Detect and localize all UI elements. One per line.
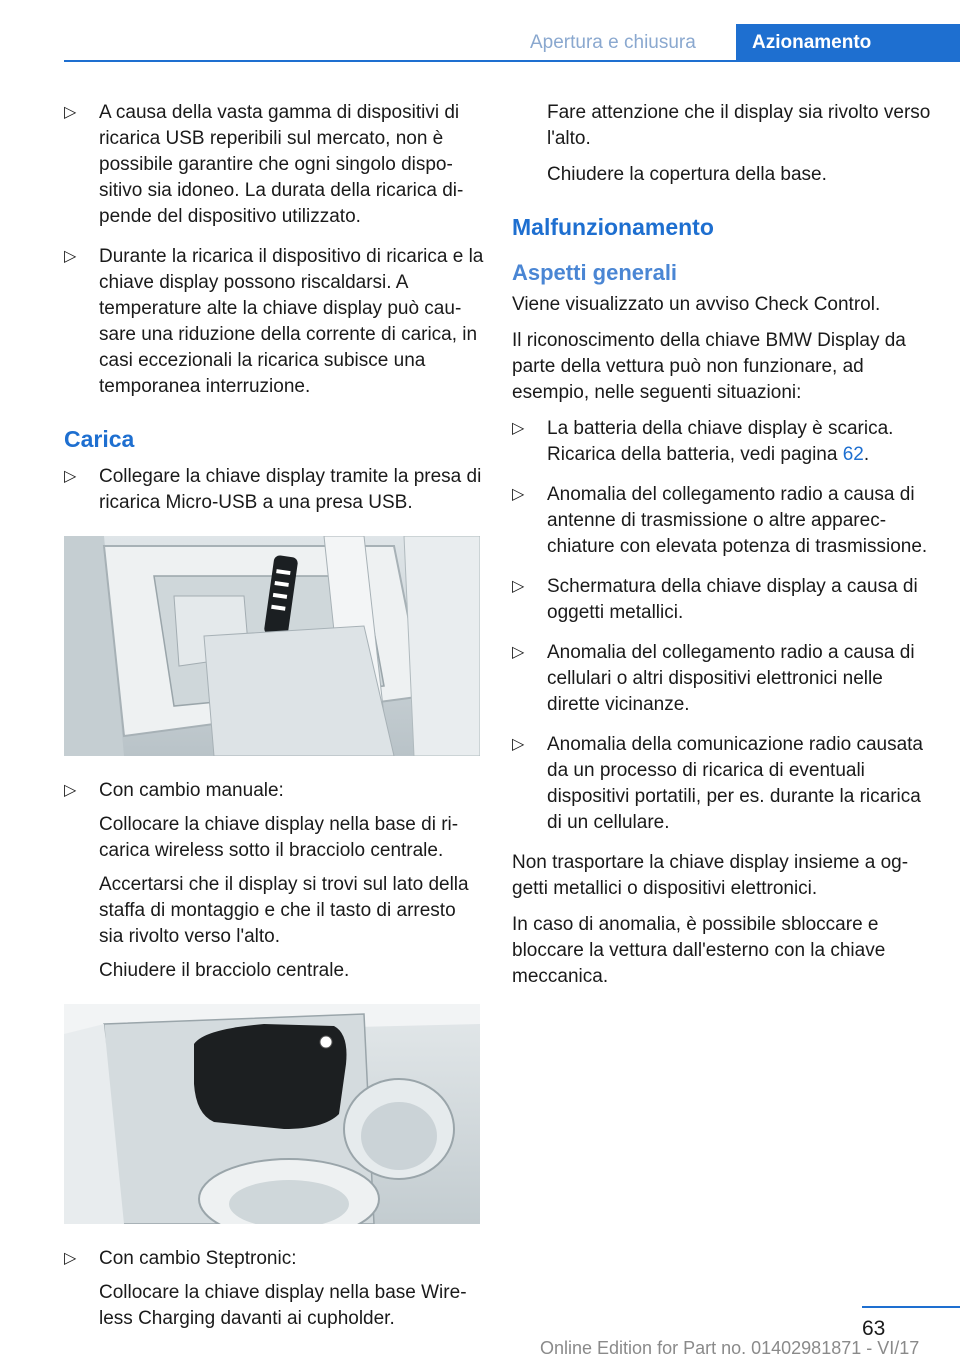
carica-heading: Carica <box>64 426 135 452</box>
manual-step-3: Chiudere il bracciolo centrale. <box>99 960 350 981</box>
battery-bullet <box>547 416 932 468</box>
general-heading: Aspetti generali <box>512 260 678 285</box>
triangle-right-icon: ▷ <box>64 104 77 121</box>
continuation-text-2: Chiudere la copertura della base. <box>547 164 827 185</box>
chapter-tab[interactable]: Azionamento <box>736 24 960 61</box>
list-item <box>64 1246 484 1332</box>
triangle-right-icon: ▷ <box>512 486 525 503</box>
list-item <box>512 732 932 836</box>
recognition-text: Il riconoscimento della chiave BMW Display da parte della vettura può non funzionare, ad esempio, nelle seguenti situazioni: <box>512 330 906 403</box>
bullet-text: Anomalia del collegamento radio a causa di antenne di trasmissione o altre apparecchiature con elevata potenza di trasmissione. <box>547 484 928 557</box>
list-item <box>512 482 932 560</box>
page-number: 63 <box>862 1317 886 1340</box>
left-column <box>64 100 484 1346</box>
cupholder-charging-photo <box>64 1004 480 1224</box>
battery-text: La batteria della chiave display è scarica. Ricarica della batteria, vedi pagina <box>547 418 894 465</box>
triangle-right-icon: ▷ <box>64 782 77 799</box>
metal-objects-text: Non trasportare la chiave display insieme a oggetti metallici o dispositivi elettronici. <box>512 852 909 899</box>
malfunction-heading: Malfunzionamento <box>512 214 714 240</box>
armrest-charging-illustration <box>64 536 480 756</box>
steptronic-step-1: Collocare la chiave display nella base Wireless Charging davanti ai cupholder. <box>99 1282 467 1329</box>
section-tab[interactable]: Apertura e chiusura <box>530 32 696 53</box>
triangle-right-icon: ▷ <box>64 248 77 265</box>
page-link[interactable]: 62 <box>842 444 864 465</box>
list-item <box>64 778 484 984</box>
triangle-right-icon: ▷ <box>64 1250 77 1267</box>
armrest-charging-photo <box>64 536 480 756</box>
list-item <box>512 416 932 468</box>
bullet-text: Schermatura della chiave display a causa di oggetti metallici. <box>547 576 918 623</box>
edition-footer: Online Edition for Part no. 01402981871 - VI/17 <box>540 1338 920 1358</box>
bullet-text: Collegare la chiave display tramite la presa di ricarica Micro-USB a una presa USB. <box>99 466 482 513</box>
check-control-text: Viene visualizzato un avviso Check Control. <box>512 294 881 315</box>
bullet-text: A causa della vasta gamma di dispositivi di ricarica USB reperibili sul mercato, non è possibile garantire che ogni singolo dispositivo sia idoneo. La durata della ricarica dipende del dispositivo utilizzato. <box>99 102 464 227</box>
manual-step-2: Accertarsi che il display si trovi sul lato della staffa di montaggio e che il tasto di arresto sia rivolto verso l'alto. <box>99 874 469 947</box>
header-rule <box>64 60 960 62</box>
list-item <box>64 244 484 400</box>
continuation-text-1: Fare attenzione che il display sia rivolto verso l'alto. <box>547 102 931 149</box>
list-item <box>512 574 932 626</box>
steptronic-title: Con cambio Steptronic: <box>99 1248 297 1269</box>
triangle-right-icon: ▷ <box>512 578 525 595</box>
mechanical-key-text: In caso di anomalia, è possibile sbloccare e bloccare la vettura dall'esterno con la chiave meccanica. <box>512 914 886 987</box>
triangle-right-icon: ▷ <box>512 736 525 753</box>
list-item <box>64 464 484 516</box>
triangle-right-icon: ▷ <box>512 420 525 437</box>
page-header <box>0 0 960 62</box>
list-item <box>512 640 932 718</box>
manual-title: Con cambio manuale: <box>99 780 284 801</box>
manual-step-1: Collocare la chiave display nella base di ricarica wireless sotto il bracciolo centrale. <box>99 814 459 861</box>
triangle-right-icon: ▷ <box>512 644 525 661</box>
right-column <box>512 100 932 1000</box>
cupholder-charging-illustration <box>64 1004 480 1224</box>
list-item <box>64 100 484 230</box>
bullet-text: Anomalia della comunicazione radio causata da un processo di ricarica di eventuali dispositivi portatili, per es. durante la ricarica di un cellulare. <box>547 734 924 833</box>
battery-end: . <box>863 444 870 465</box>
bullet-text: Durante la ricarica il dispositivo di ricarica e la chiave display possono riscaldarsi. A temperature alte la chiave display può causare una riduzione della corrente di carica, in casi eccezionali la ricarica subisce una temporanea interruzione. <box>99 246 484 397</box>
bullet-text: Anomalia del collegamento radio a causa di cellulari o altri dispositivi elettronici nelle dirette vicinanze. <box>547 642 915 715</box>
footer-rule <box>862 1306 960 1308</box>
triangle-right-icon: ▷ <box>64 468 77 485</box>
